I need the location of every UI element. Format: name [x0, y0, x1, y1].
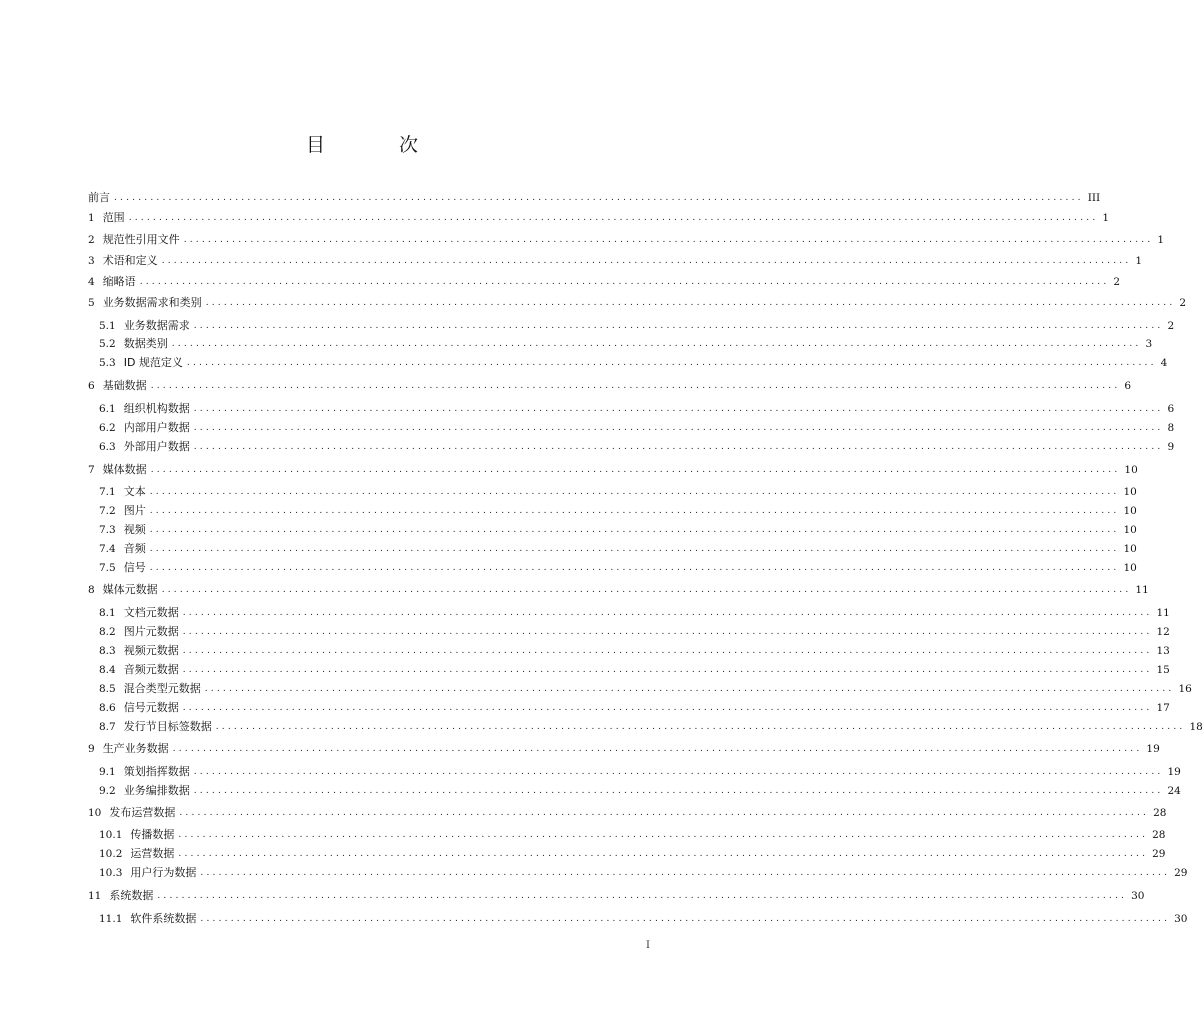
- toc-leader-dots: ................................................................................................................................................................: [172, 744, 1143, 754]
- toc-entry-title: 媒体数据: [102, 463, 147, 476]
- toc-leader-dots: ................................................................................................................................................................: [171, 339, 1142, 349]
- toc-entry-page: 24: [1167, 785, 1181, 797]
- toc-entry-page: 10: [1123, 505, 1137, 517]
- toc-entry-page: 3: [1145, 338, 1153, 350]
- toc-leader-dots: ................................................................................................................................................................: [149, 506, 1120, 516]
- toc-entry-title: 组织机构数据: [123, 402, 190, 415]
- toc-entry[interactable]: [88, 295, 1187, 311]
- toc-entry-page: 18: [1189, 721, 1203, 733]
- toc-entry[interactable]: [99, 624, 1170, 640]
- toc-entry[interactable]: [99, 522, 1137, 538]
- toc-entry-title: 信号元数据: [123, 701, 179, 714]
- toc-entry[interactable]: [88, 274, 1121, 290]
- toc-entry-page: 1: [1157, 234, 1165, 246]
- toc-entry-number: 7.1: [99, 486, 116, 498]
- toc-entry[interactable]: [99, 401, 1175, 417]
- toc-entry[interactable]: [99, 605, 1170, 621]
- toc-entry-title: 图片元数据: [123, 625, 179, 638]
- toc-entry[interactable]: [99, 420, 1175, 436]
- toc-leader-dots: ................................................................................................................................................................: [205, 298, 1176, 308]
- toc-entry-page: 28: [1153, 807, 1167, 819]
- toc-entry-title: 媒体元数据: [102, 583, 158, 596]
- toc-entry-title: 术语和定义: [102, 254, 158, 267]
- toc-leader-dots: ................................................................................................................................................................: [200, 914, 1171, 924]
- toc-entry-number: 8.1: [99, 607, 116, 619]
- toc-entry-title: 软件系统数据: [130, 912, 197, 925]
- toc-entry-number: 5.1: [99, 320, 116, 332]
- toc-leader-dots: ................................................................................................................................................................: [150, 465, 1121, 475]
- toc-entry-title: 基础数据: [102, 379, 147, 392]
- toc-entry-number: 6.3: [99, 441, 116, 453]
- toc-leader-dots: ................................................................................................................................................................: [114, 193, 1084, 203]
- toc-entry-page: 16: [1178, 683, 1192, 695]
- toc-entry-page: 13: [1156, 645, 1170, 657]
- toc-leader-dots: ................................................................................................................................................................: [179, 808, 1150, 818]
- toc-entry-title: 发行节目标签数据: [123, 720, 212, 733]
- toc-entry-page: 10: [1123, 562, 1137, 574]
- toc-entry[interactable]: [99, 503, 1137, 519]
- toc-entry-number: 11: [88, 890, 102, 902]
- toc-entry-title: 规范性引用文件: [102, 233, 180, 246]
- toc-entry-page: 29: [1152, 848, 1166, 860]
- toc-entry-page: 2: [1113, 276, 1121, 288]
- toc-leader-dots: ................................................................................................................................................................: [193, 423, 1164, 433]
- toc-entry-page: 11: [1156, 607, 1170, 619]
- toc-entry-page: 1: [1135, 255, 1143, 267]
- toc-entry-number: 4: [88, 276, 95, 288]
- toc-leader-dots: ................................................................................................................................................................: [178, 849, 1149, 859]
- toc-entry[interactable]: [88, 253, 1143, 269]
- toc-leader-dots: ................................................................................................................................................................: [186, 358, 1157, 368]
- toc-entry[interactable]: [99, 827, 1166, 843]
- toc-entry-number: 8.3: [99, 645, 116, 657]
- toc-entry[interactable]: [88, 210, 1110, 226]
- toc-leader-dots: ................................................................................................................................................................: [182, 646, 1153, 656]
- toc-entry[interactable]: [88, 582, 1149, 598]
- toc-entry-title: 用户行为数据: [130, 866, 197, 879]
- toc-entry[interactable]: [99, 560, 1137, 576]
- toc-entry-number: 11.1: [99, 913, 123, 925]
- toc-entry-number: 9.2: [99, 785, 116, 797]
- toc-entry-number: 7.5: [99, 562, 116, 574]
- toc-entry-page: 12: [1156, 626, 1170, 638]
- toc-entry-title: 生产业务数据: [102, 742, 169, 755]
- toc-entry[interactable]: [99, 719, 1203, 735]
- toc-entry-title: 系统数据: [109, 889, 154, 902]
- toc-entry-page: 19: [1167, 766, 1181, 778]
- toc-entry-number: 9: [88, 743, 95, 755]
- toc-entry-title: 信号: [123, 561, 146, 574]
- toc-entry-title: 文本: [123, 485, 146, 498]
- toc-entry-title: 视频: [123, 523, 146, 536]
- toc-entry-number: 5: [88, 297, 95, 309]
- page-title: 目 次: [305, 134, 453, 156]
- toc-entry-title: 范围: [102, 211, 125, 224]
- toc-leader-dots: ................................................................................................................................................................: [149, 525, 1120, 535]
- toc-entry-number: 9.1: [99, 766, 116, 778]
- toc-entry-page: 10: [1124, 464, 1138, 476]
- toc-entry-title: 数据类别: [123, 337, 168, 350]
- toc-entry-page: 15: [1156, 664, 1170, 676]
- toc-leader-dots: ................................................................................................................................................................: [139, 277, 1110, 287]
- toc-leader-dots: ................................................................................................................................................................: [193, 442, 1164, 452]
- toc-leader-dots: ................................................................................................................................................................: [161, 585, 1132, 595]
- toc-leader-dots: ................................................................................................................................................................: [193, 321, 1164, 331]
- toc-entry-title: 外部用户数据: [123, 440, 190, 453]
- toc-entry-number: 7.4: [99, 543, 116, 555]
- toc-entry-page: 9: [1167, 441, 1175, 453]
- toc-entry-title: 前言: [88, 191, 110, 204]
- toc-entry-title: 传播数据: [130, 828, 175, 841]
- toc-entry-number: 7.2: [99, 505, 116, 517]
- toc-entry-title: 视频元数据: [123, 644, 179, 657]
- toc-entry-page: 1: [1102, 212, 1110, 224]
- toc-entry-title: 策划指挥数据: [123, 765, 190, 778]
- toc-entry-number: 10.3: [99, 867, 123, 879]
- toc-entry-title: 业务数据需求和类别: [102, 296, 202, 309]
- toc-entry-number: 3: [88, 255, 95, 267]
- toc-leader-dots: ................................................................................................................................................................: [182, 608, 1153, 618]
- toc-entry-title: 运营数据: [130, 847, 175, 860]
- toc-entry-number: 1: [88, 212, 95, 224]
- toc-leader-dots: ................................................................................................................................................................: [161, 256, 1132, 266]
- toc-leader-dots: ................................................................................................................................................................: [193, 786, 1164, 796]
- toc-entry-title: 发布运营数据: [109, 806, 176, 819]
- toc-entry-title: 缩略语: [102, 275, 136, 288]
- toc-entry[interactable]: [88, 190, 1101, 206]
- toc-entry-title: ID 规范定义: [123, 356, 183, 369]
- toc-leader-dots: ................................................................................................................................................................: [182, 665, 1153, 675]
- toc-entry-number: 6: [88, 380, 95, 392]
- toc-entry-number: 2: [88, 234, 95, 246]
- toc-entry[interactable]: [99, 846, 1166, 862]
- toc-entry-title: 业务数据需求: [123, 319, 190, 332]
- toc-leader-dots: ................................................................................................................................................................: [183, 235, 1154, 245]
- toc-entry-page: 10: [1123, 543, 1137, 555]
- toc-entry[interactable]: [99, 783, 1181, 799]
- toc-entry[interactable]: [99, 865, 1188, 881]
- toc-leader-dots: ................................................................................................................................................................: [182, 703, 1153, 713]
- toc-entry-number: 8.6: [99, 702, 116, 714]
- toc-leader-dots: ................................................................................................................................................................: [157, 891, 1128, 901]
- toc-entry-page: 4: [1160, 357, 1168, 369]
- toc-entry-page: 29: [1174, 867, 1188, 879]
- toc-entry[interactable]: [99, 681, 1192, 697]
- toc-entry-page: 6: [1167, 403, 1175, 415]
- toc-entry-number: 5.3: [99, 357, 116, 369]
- toc-entry[interactable]: [99, 336, 1153, 352]
- toc-leader-dots: ................................................................................................................................................................: [200, 868, 1171, 878]
- toc-entry-number: 10.2: [99, 848, 123, 860]
- toc-entry[interactable]: [88, 378, 1132, 394]
- toc-entry-number: 7.3: [99, 524, 116, 536]
- toc-entry-page: 30: [1174, 913, 1188, 925]
- toc-entry-page: 8: [1167, 422, 1175, 434]
- toc-entry[interactable]: [99, 764, 1181, 780]
- toc-leader-dots: ................................................................................................................................................................: [182, 627, 1153, 637]
- toc-entry-title: 内部用户数据: [123, 421, 190, 434]
- toc-entry[interactable]: [99, 700, 1170, 716]
- toc-entry-page: 2: [1179, 297, 1187, 309]
- toc-leader-dots: ................................................................................................................................................................: [193, 767, 1164, 777]
- toc-entry-page: 30: [1131, 890, 1145, 902]
- toc-entry[interactable]: [99, 439, 1175, 455]
- toc-entry-page: 19: [1146, 743, 1160, 755]
- page-number: I: [646, 940, 650, 951]
- toc-entry[interactable]: [99, 662, 1170, 678]
- toc-entry[interactable]: [99, 355, 1168, 371]
- toc-entry-number: 8.4: [99, 664, 116, 676]
- toc-entry[interactable]: [99, 541, 1137, 557]
- toc-entry-number: 8.2: [99, 626, 116, 638]
- toc-entry-title: 文档元数据: [123, 606, 179, 619]
- toc-entry-page: 11: [1135, 584, 1149, 596]
- toc-entry[interactable]: [88, 232, 1165, 248]
- toc-entry[interactable]: [88, 741, 1160, 757]
- toc-entry-number: 6.2: [99, 422, 116, 434]
- toc-entry-page: 17: [1156, 702, 1170, 714]
- toc-leader-dots: ................................................................................................................................................................: [149, 563, 1120, 573]
- toc-entry-number: 8.7: [99, 721, 116, 733]
- toc-entry-title: 图片: [123, 504, 146, 517]
- toc-leader-dots: ................................................................................................................................................................: [149, 544, 1120, 554]
- toc-leader-dots: ................................................................................................................................................................: [128, 213, 1099, 223]
- toc-entry[interactable]: [99, 643, 1170, 659]
- toc-entry[interactable]: [88, 805, 1167, 821]
- toc-entry-page: 10: [1123, 524, 1137, 536]
- toc-entry-number: 10.1: [99, 829, 123, 841]
- toc-entry-title: 音频: [123, 542, 146, 555]
- toc-leader-dots: ................................................................................................................................................................: [149, 487, 1120, 497]
- toc-leader-dots: ................................................................................................................................................................: [215, 722, 1186, 732]
- toc-entry-number: 6.1: [99, 403, 116, 415]
- toc-entry-page: III: [1087, 192, 1101, 204]
- toc-entry-title: 音频元数据: [123, 663, 179, 676]
- toc-leader-dots: ................................................................................................................................................................: [150, 381, 1121, 391]
- toc-entry-title: 混合类型元数据: [123, 682, 201, 695]
- toc-entry-title: 业务编排数据: [123, 784, 190, 797]
- toc-entry[interactable]: [88, 888, 1145, 904]
- toc-leader-dots: ................................................................................................................................................................: [204, 684, 1175, 694]
- toc-entry[interactable]: [99, 484, 1137, 500]
- toc-entry-number: 5.2: [99, 338, 116, 350]
- toc-entry-page: 2: [1167, 320, 1175, 332]
- toc-entry-page: 28: [1152, 829, 1166, 841]
- toc-entry-page: 10: [1123, 486, 1137, 498]
- toc-entry-page: 6: [1124, 380, 1132, 392]
- toc-entry[interactable]: [99, 911, 1188, 927]
- toc-leader-dots: ................................................................................................................................................................: [193, 404, 1164, 414]
- toc-entry[interactable]: [88, 462, 1138, 478]
- toc-entry-number: 10: [88, 807, 102, 819]
- toc-entry-number: 8.5: [99, 683, 116, 695]
- toc-entry-number: 8: [88, 584, 95, 596]
- toc-leader-dots: ................................................................................................................................................................: [178, 830, 1149, 840]
- toc-entry-number: 7: [88, 464, 95, 476]
- toc-entry[interactable]: [99, 318, 1175, 334]
